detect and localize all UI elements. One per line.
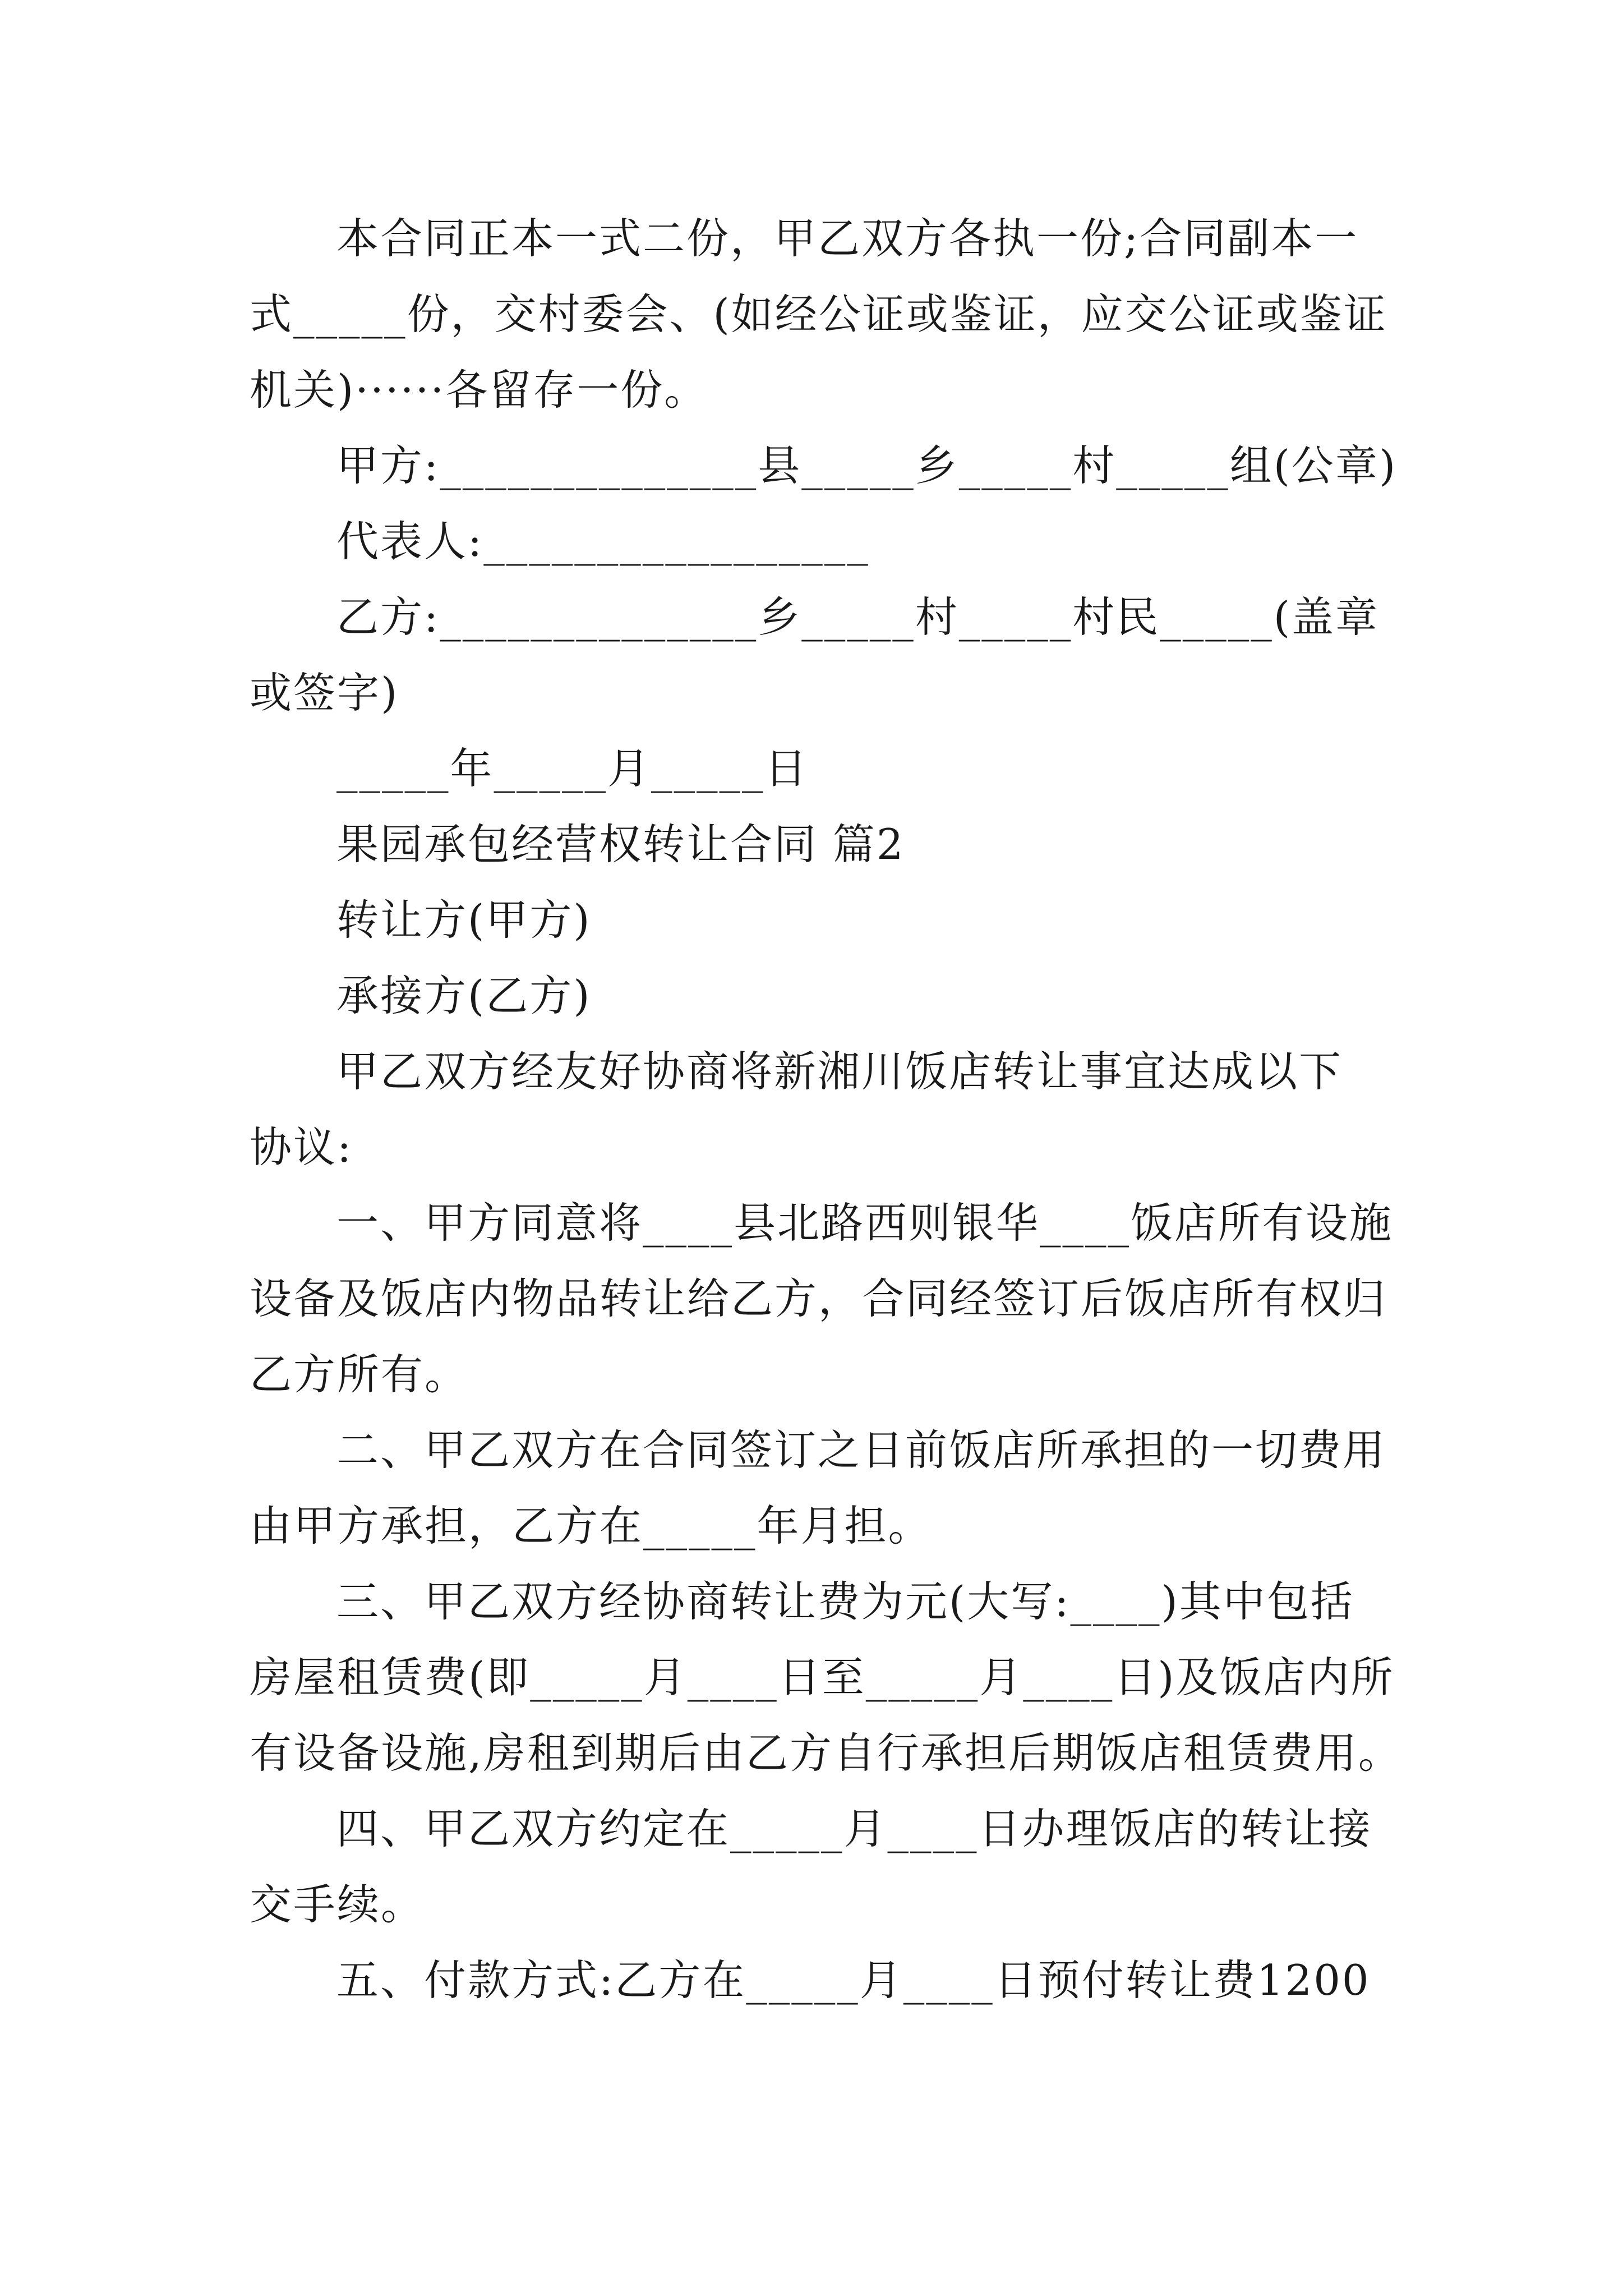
- text-line: 房屋租赁费(即_____月____日至_____月____日)及饭店内所: [250, 1653, 1395, 1702]
- text-line: 设备及饭店内物品转让给乙方，合同经签订后饭店所有权归: [250, 1274, 1387, 1323]
- text-line: 本合同正本一式二份，甲乙双方各执一份;合同副本一: [336, 214, 1359, 263]
- text-line: 乙方:______________乡_____村_____村民_____(盖章: [336, 592, 1380, 642]
- text-line: 由甲方承担，乙方在_____年月担。: [250, 1501, 932, 1550]
- text-line: 五、付款方式:乙方在_____月____日预付转让费1200: [336, 1955, 1371, 2005]
- text-line: 有设备设施,房租到期后由乙方自行承担后期饭店租赁费用。: [250, 1728, 1402, 1778]
- text-line: 甲方:______________县_____乡_____村_____组(公章): [336, 441, 1398, 490]
- text-line: 机关)······各留存一份。: [250, 365, 708, 415]
- text-line: 式_____份，交村委会、(如经公证或鉴证，应交公证或鉴证: [250, 289, 1387, 339]
- text-line: 或签字): [250, 668, 399, 717]
- text-line: 甲乙双方经友好协商将新湘川饭店转让事宜达成以下: [336, 1047, 1343, 1096]
- text-line: 四、甲乙双方约定在_____月____日办理饭店的转让接: [336, 1804, 1372, 1853]
- text-line: _____年_____月_____日: [336, 744, 809, 793]
- text-line: 协议:: [250, 1122, 353, 1172]
- text-line: 交手续。: [250, 1880, 425, 1929]
- text-line: 三、甲乙双方经协商转让费为元(大写:____)其中包括: [336, 1577, 1354, 1626]
- section-title: 果园承包经营权转让合同 篇2: [336, 820, 905, 869]
- text-line: 承接方(乙方): [336, 971, 592, 1020]
- text-line: 二、甲乙双方在合同签订之日前饭店所承担的一切费用: [336, 1425, 1387, 1475]
- text-line: 转让方(甲方): [336, 895, 592, 945]
- text-line: 一、甲方同意将____县北路西则银华____饭店所有设施: [336, 1198, 1394, 1248]
- text-line: 代表人:_________________: [336, 517, 870, 566]
- text-line: 乙方所有。: [250, 1350, 469, 1399]
